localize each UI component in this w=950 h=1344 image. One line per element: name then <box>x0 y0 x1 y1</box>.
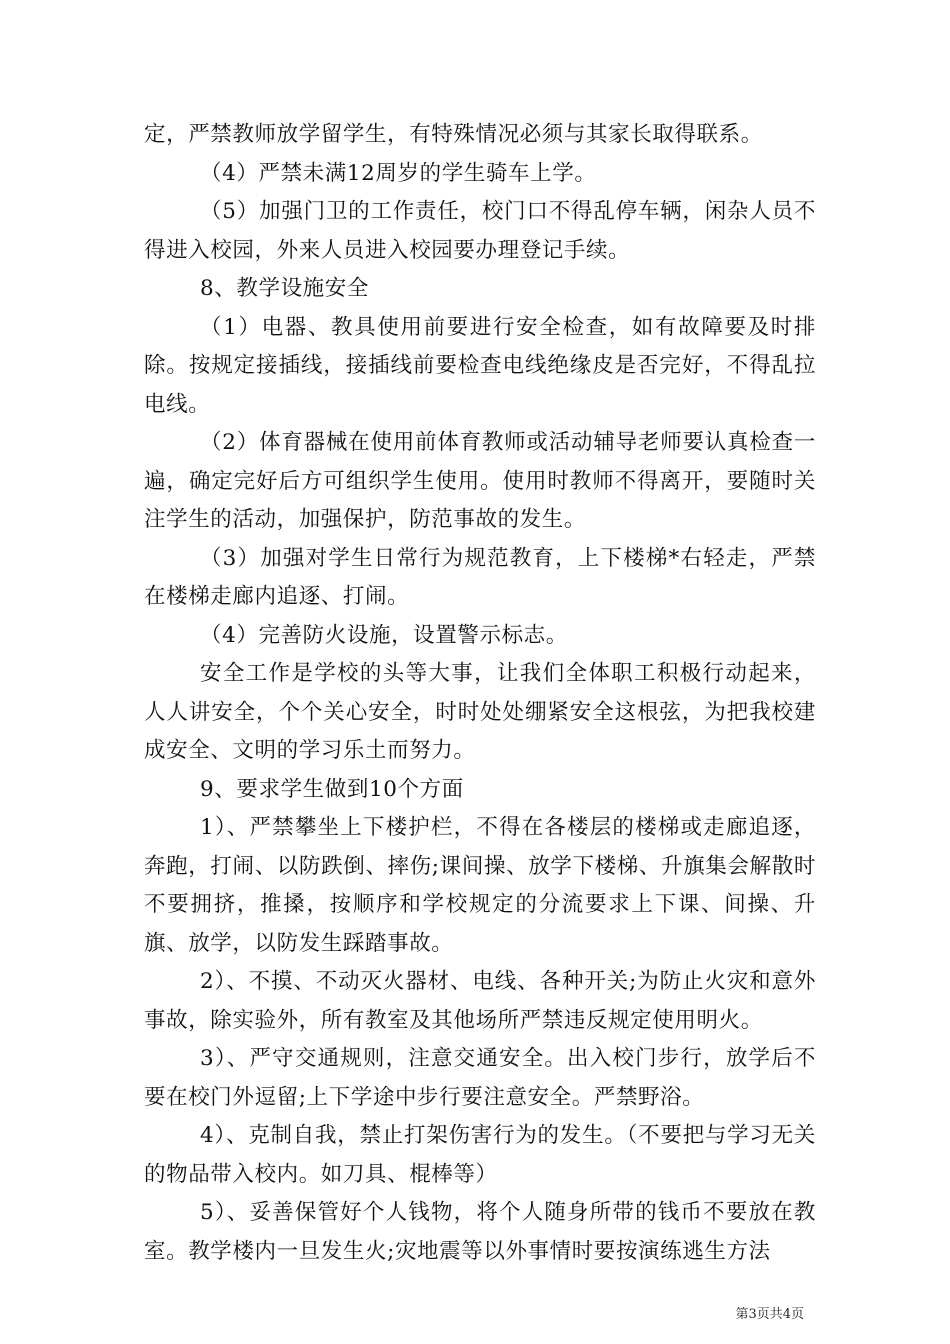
paragraph-summary: 安全工作是学校的头等大事，让我们全体职工积极行动起来，人人讲安全，个个关心安全，时时处处绷紧安全这根弦，为把我校建成安全、文明的学习乐土而努力。 <box>144 661 816 763</box>
section-heading-8: 8、教学设施安全 <box>200 276 369 301</box>
paragraph-student-rule-4: 4）、克制自我，禁止打架伤害行为的发生。（不要把与学习无关的物品带入校内。如刀具、棍棒等） <box>144 1123 816 1187</box>
paragraph-continuation: 定，严禁教师放学留学生，有特殊情况必须与其家长取得联系。 <box>144 122 763 147</box>
paragraph-facility-1: （1）电器、教具使用前要进行安全检查，如有故障要及时排除。按规定接插线，接插线前要检查电线绝缘皮是否完好，不得乱拉电线。 <box>144 314 816 417</box>
section-heading-9: 9、要求学生做到10个方面 <box>200 776 464 802</box>
paragraph-student-rule-2: 2）、不摸、不动灭火器材、电线、各种开关;为防止火灾和意外事故，除实验外，所有教室及其他场所严禁违反规定使用明火。 <box>144 969 816 1033</box>
paragraph-student-rule-3: 3）、严守交通规则，注意交通安全。出入校门步行，放学后不要在校门外逗留;上下学途中步行要注意安全。严禁野浴。 <box>144 1046 816 1110</box>
page-number: 第3页共4页 <box>735 1307 804 1322</box>
paragraph-item-4: （4）严禁未满12周岁的学生骑车上学。 <box>200 160 597 186</box>
document-body <box>144 116 816 1271</box>
paragraph-facility-2: （2）体育器械在使用前体育教师或活动辅导老师要认真检查一遍，确定完好后方可组织学生使用。使用时教师不得离开，要随时关注学生的活动，加强保护，防范事故的发生。 <box>144 430 816 532</box>
paragraph-facility-4: （4）完善防火设施，设置警示标志。 <box>200 622 568 648</box>
paragraph-facility-3: （3）加强对学生日常行为规范教育，上下楼梯*右轻走，严禁在楼梯走廊内追逐、打闹。 <box>144 545 816 609</box>
paragraph-student-rule-1: 1）、严禁攀坐上下楼护栏，不得在各楼层的楼梯或走廊追逐，奔跑，打闹、以防跌倒、摔伤;课间操、放学下楼梯、升旗集会解散时不要拥挤，推搡，按顺序和学校规定的分流要求上下课、间操、升旗、放学，以防发生踩踏事故。 <box>144 815 816 956</box>
paragraph-item-5: （5）加强门卫的工作责任，校门口不得乱停车辆，闲杂人员不得进入校园，外来人员进入校园要办理登记手续。 <box>144 199 816 263</box>
paragraph-student-rule-5: 5）、妥善保管好个人钱物，将个人随身所带的钱币不要放在教室。教学楼内一旦发生火;灾地震等以外事情时要按演练逃生方法 <box>144 1200 816 1264</box>
